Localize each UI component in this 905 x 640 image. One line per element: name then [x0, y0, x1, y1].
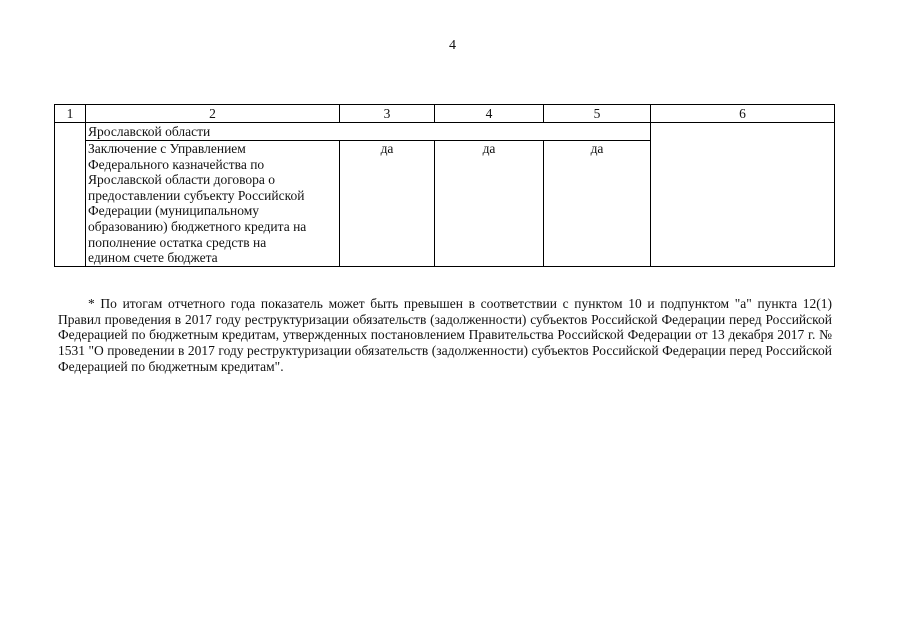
- description-line: Заключение с Управлением: [88, 141, 246, 156]
- page-number: 4: [449, 38, 456, 53]
- header-cell-4: 4: [435, 105, 544, 123]
- description-line: едином счете бюджета: [88, 250, 218, 266]
- description-line: пополнение остатка средств на: [88, 234, 267, 250]
- col5-value-cell: да: [544, 141, 651, 267]
- header-cell-5: 5: [544, 105, 651, 123]
- description-line: предоставлении субъекту Российской: [88, 187, 305, 203]
- header-cell-3: 3: [340, 105, 435, 123]
- col4-value-cell: да: [435, 141, 544, 267]
- description-line: Ярославской области договора о: [88, 172, 276, 188]
- description-cell: [86, 141, 340, 267]
- description-line: образованию) бюджетного кредита на: [88, 218, 307, 234]
- col3-value-cell: да: [340, 141, 435, 267]
- footnote: * По итогам отчетного года показатель может быть превышен в соответствии с пунктом 10 и подпунктом "а" пункта 12(1) Правил проведения в 2017 году реструктуризации обязательств (задолженности) субъектов Российской Федерации перед Российской Федерацией по бюджетным кредитам, утвержденных постановлением Правительства Российской Федерации от 13 декабря 2017 г. № 1531 "О проведении в 2017 году реструктуризации обязательств (задолженности) субъектов Российской Федерации перед Российской Федерацией по бюджетным кредитам".: [58, 296, 832, 374]
- header-cell-2: 2: [86, 105, 340, 123]
- row-number-cell: [55, 123, 86, 267]
- table-row-region: [55, 123, 835, 141]
- col6-cell: [651, 123, 835, 267]
- table-header-row: [55, 105, 835, 123]
- description-line: Федерального казначейства по: [88, 156, 265, 172]
- header-cell-6: 6: [651, 105, 835, 123]
- header-cell-1: 1: [55, 105, 86, 123]
- region-cell: Ярославской области: [86, 123, 651, 141]
- description-line: Федерации (муниципальному: [88, 203, 260, 219]
- data-table: [54, 104, 835, 267]
